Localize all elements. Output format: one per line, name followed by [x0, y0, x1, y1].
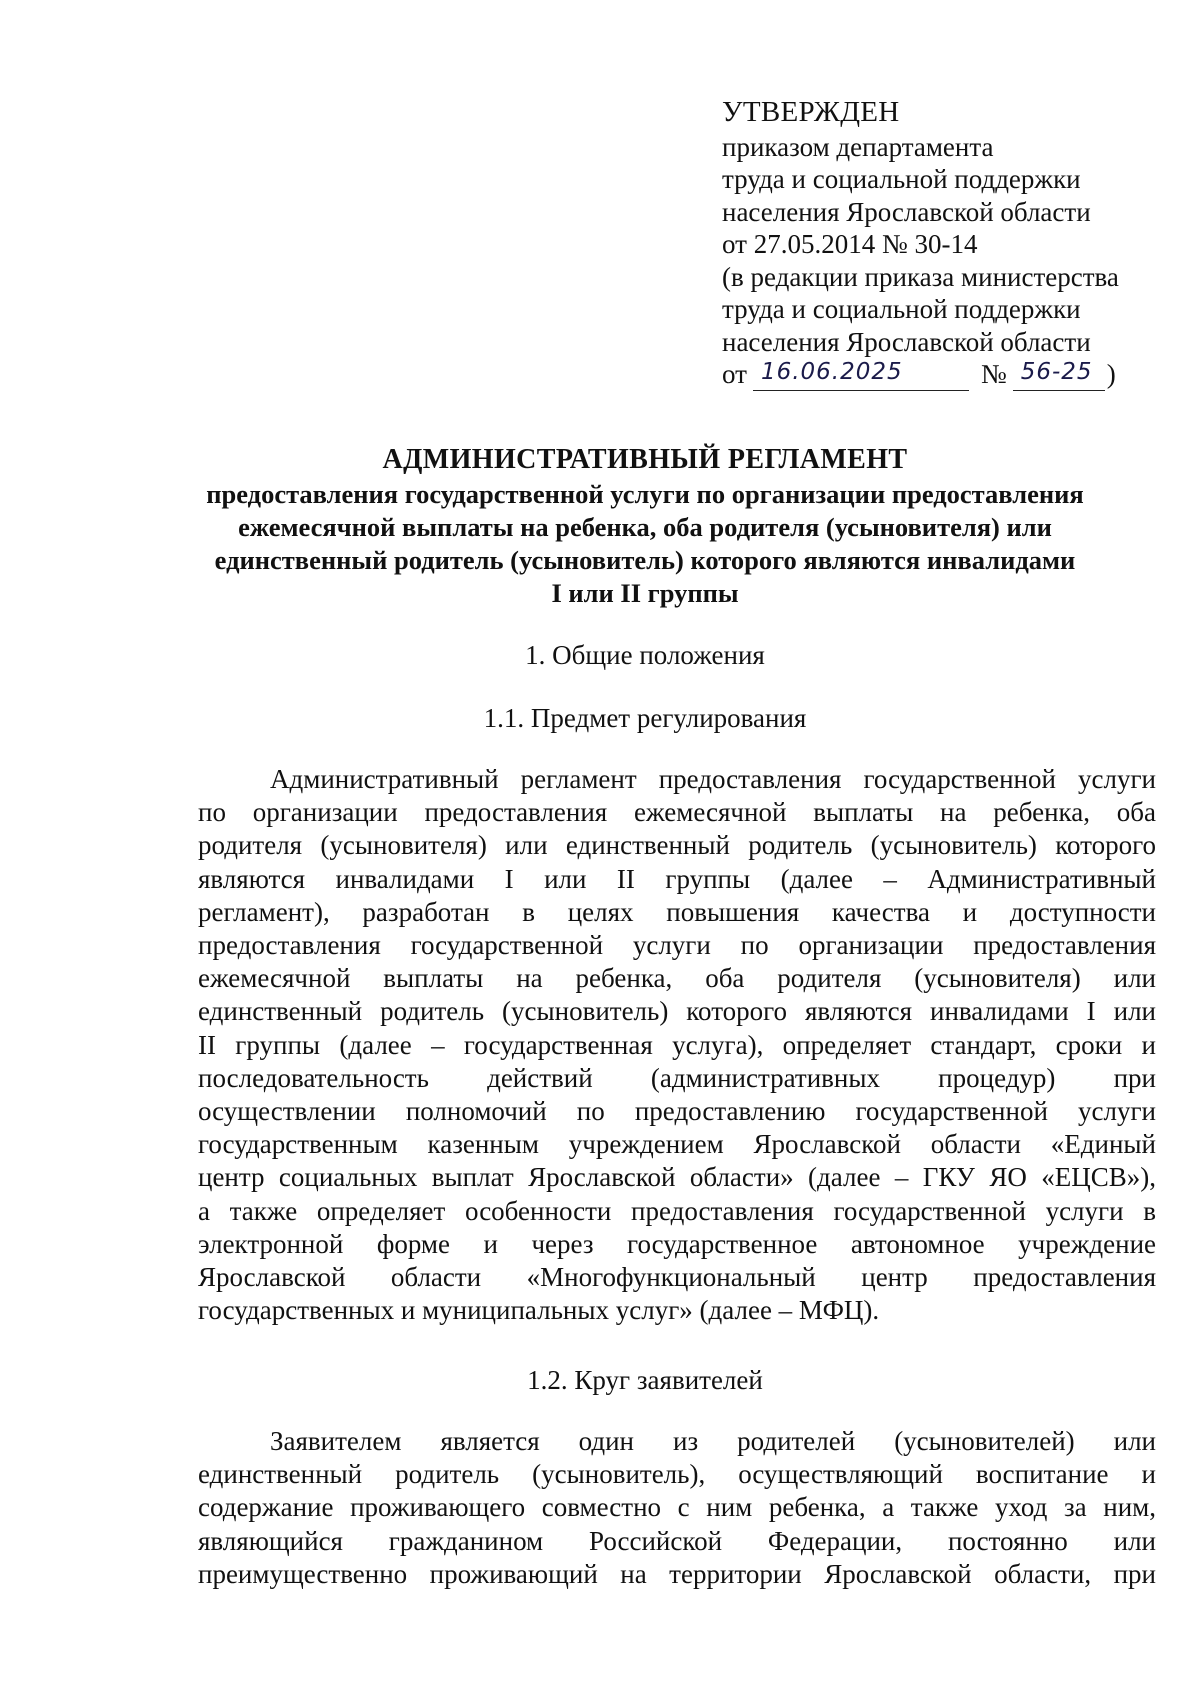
handwritten-number: 56-25	[1020, 359, 1093, 385]
paragraph-line: последовательность действий (административных процедур) при	[198, 1062, 1156, 1093]
paragraph-line: являющийся гражданином Российской Федерации, постоянно или	[198, 1525, 1156, 1556]
closing-paren: )	[1106, 359, 1116, 389]
amendment-signature-line	[722, 358, 1172, 391]
paragraph-applicants	[198, 1425, 1156, 1591]
paragraph-subject	[198, 763, 1156, 1327]
paragraph-line: а также определяет особенности предоставления государственной услуги в	[198, 1195, 1156, 1226]
number-sign: №	[980, 359, 1007, 389]
title-sub-line: предоставления государственной услуги по организации предоставления	[206, 479, 1084, 509]
paragraph-line: регламент), разработан в целях повышения качества и доступности	[198, 896, 1156, 927]
title-sub-line: I или II группы	[551, 578, 739, 608]
paragraph-line: ежемесячной выплаты на ребенка, оба родителя (усыновителя) или	[198, 963, 1156, 994]
paragraph-line: единственный родитель (усыновитель) которого являются инвалидами I или	[198, 996, 1156, 1027]
section-heading-1-2: 1.2. Круг заявителей	[527, 1365, 763, 1395]
handwritten-date: 16.06.2025	[760, 359, 903, 385]
number-blank	[1013, 360, 1105, 391]
paragraph-line: являются инвалидами I или II группы (далее – Административный	[198, 863, 1156, 894]
section-heading-1-1: 1.1. Предмет регулирования	[483, 703, 807, 733]
paragraph-line: единственный родитель (усыновитель), осуществляющий воспитание и	[198, 1459, 1156, 1490]
approval-line: труда и социальной поддержки	[722, 164, 1081, 194]
approval-line: труда и социальной поддержки	[722, 294, 1081, 324]
title-sub-line: единственный родитель (усыновитель) которого являются инвалидами	[214, 545, 1076, 575]
approval-line: населения Ярославской области	[722, 196, 1091, 227]
approval-stamp	[722, 96, 1172, 391]
document-title	[190, 442, 1100, 610]
paragraph-line: государственным казенным учреждением Ярославской области «Единый	[198, 1129, 1156, 1160]
paragraph-line: центр социальных выплат Ярославской области» (далее – ГКУ ЯО «ЕЦСВ»),	[198, 1162, 1156, 1193]
paragraph-line: преимущественно проживающий на территории Ярославской области, при	[198, 1558, 1156, 1589]
paragraph-line: родителя (усыновителя) или единственный родитель (усыновитель) которого	[198, 830, 1156, 861]
paragraph-line: государственных и муниципальных услуг» (далее – МФЦ).	[198, 1295, 880, 1326]
sig-prefix: от	[722, 359, 747, 389]
paragraph-line: по организации предоставления ежемесячной выплаты на ребенка, оба	[198, 797, 1156, 828]
title-sub-line: ежемесячной выплаты на ребенка, оба родителя (усыновителя) или	[238, 512, 1052, 542]
approval-line: (в редакции приказа министерства	[722, 261, 1119, 292]
paragraph-line: электронной форме и через государственное автономное учреждение	[198, 1228, 1156, 1259]
date-blank	[753, 360, 969, 391]
approval-line: населения Ярославской области	[722, 326, 1091, 357]
section-heading-1: 1. Общие положения	[525, 640, 765, 670]
title-main: АДМИНИСТРАТИВНЫЙ РЕГЛАМЕНТ	[382, 444, 908, 475]
approval-line: приказом департамента	[722, 131, 994, 162]
approval-line: от 27.05.2014 № 30-14	[722, 229, 978, 259]
paragraph-line: Ярославской области «Многофункциональный центр предоставления	[198, 1262, 1156, 1293]
paragraph-line: осуществлении полномочий по предоставлению государственной услуги	[198, 1096, 1156, 1127]
paragraph-line: Заявителем является один из родителей (усыновителей) или	[270, 1426, 1156, 1456]
paragraph-line: предоставления государственной услуги по организации предоставления	[198, 930, 1156, 961]
paragraph-line: Административный регламент предоставления государственной услуги	[270, 764, 1156, 794]
paragraph-line: II группы (далее – государственная услуга), определяет стандарт, сроки и	[198, 1029, 1156, 1060]
paragraph-line: содержание проживающего совместно с ним ребенка, а также уход за ним,	[198, 1492, 1156, 1523]
approval-title: УТВЕРЖДЕН	[722, 96, 900, 128]
